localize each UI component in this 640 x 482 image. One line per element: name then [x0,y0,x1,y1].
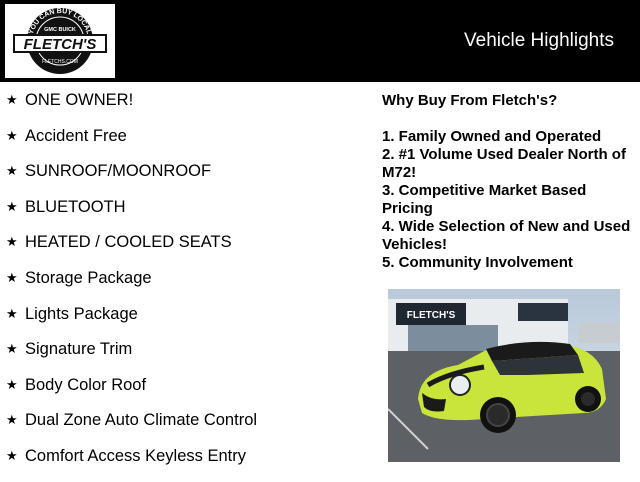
feature-label: Dual Zone Auto Climate Control [25,411,258,430]
why-buy-title: Why Buy From Fletch's? [382,92,558,109]
feature-label: Accident Free [25,126,127,145]
why-buy-section [382,92,632,272]
feature-label: Body Color Roof [25,375,147,394]
feature-item [6,446,336,482]
vehicle-photo [388,289,620,462]
reason-list [382,128,632,272]
star-icon: ★ [6,127,18,143]
star-icon: ★ [6,198,18,214]
reason-item: 2. #1 Volume Used Dealer North of M72! [382,146,626,181]
feature-label: Signature Trim [25,340,133,359]
feature-list [6,90,336,482]
star-icon: ★ [6,376,18,392]
star-icon: ★ [6,447,18,463]
reason-item: 4. Wide Selection of New and Used Vehicles! [382,218,631,253]
feature-label: Storage Package [25,268,152,287]
feature-label: SUNROOF/MOONROOF [25,162,212,181]
reason-item: 1. Family Owned and Operated [382,128,602,145]
star-icon: ★ [6,234,18,250]
star-icon: ★ [6,269,18,285]
feature-item [6,126,336,162]
logo-arc-text: YOU CAN BUY LOCAL [27,7,93,36]
star-icon: ★ [6,92,18,107]
page-title: Vehicle Highlights [464,30,614,51]
feature-label: BLUETOOTH [25,197,126,216]
logo-url-text: FLETCHS.COM [42,59,78,65]
feature-item [6,197,336,233]
feature-label: Comfort Access Keyless Entry [25,446,246,465]
dealership-sign-text: FLETCH'S [406,310,456,321]
reason-item: 3. Competitive Market Based Pricing [382,182,587,217]
logo-sub-text: GMC BUICK [44,27,76,33]
feature-item [6,410,336,446]
feature-item [6,161,336,197]
feature-label: Lights Package [25,304,138,323]
reason-item: 5. Community Involvement [382,254,573,271]
feature-item [6,339,336,375]
feature-item [6,304,336,340]
feature-label: HEATED / COOLED SEATS [25,233,232,252]
feature-item [6,232,336,268]
star-icon: ★ [6,341,18,357]
header-bar [0,0,640,82]
feature-label: ONE OWNER! [25,91,134,109]
feature-item [6,90,336,126]
fletchs-logo [5,4,115,78]
feature-item [6,268,336,304]
feature-item [6,375,336,411]
logo-brand-text: FLETCH'S [23,36,97,53]
star-icon: ★ [6,305,18,321]
star-icon: ★ [6,163,18,179]
star-icon: ★ [6,412,18,428]
